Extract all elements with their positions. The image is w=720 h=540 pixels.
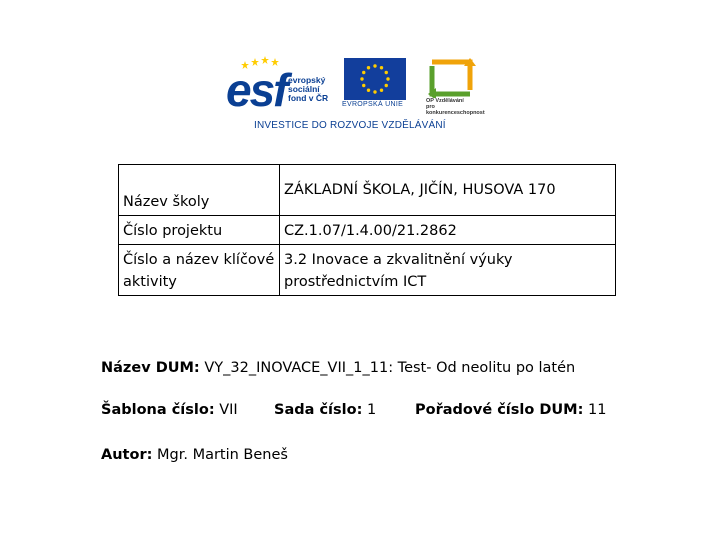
project-info-table bbox=[118, 164, 616, 296]
dum-label: Název DUM: bbox=[101, 360, 200, 376]
poradi-value: 11 bbox=[588, 402, 607, 418]
project-number-value: CZ.1.07/1.4.00/21.2862 bbox=[280, 216, 616, 245]
eu-star-icon bbox=[385, 84, 388, 87]
sablona-info bbox=[101, 402, 238, 418]
table-row bbox=[119, 165, 616, 216]
eu-star-icon bbox=[360, 77, 363, 80]
poradi-label: Pořadové číslo DUM: bbox=[415, 402, 584, 418]
banner-caption: INVESTICE DO ROZVOJE VZDĚLÁVÁNÍ bbox=[254, 120, 446, 131]
sada-info bbox=[274, 402, 376, 418]
op-logo bbox=[422, 56, 488, 116]
eu-star-icon bbox=[367, 66, 370, 69]
op-emblem-icon bbox=[422, 56, 488, 98]
eu-star-icon bbox=[380, 89, 383, 92]
esf-caption: evropský sociální fond v ČR bbox=[288, 75, 329, 103]
eu-star-icon bbox=[373, 64, 376, 67]
eu-star-icon bbox=[362, 71, 365, 74]
table-row bbox=[119, 245, 616, 296]
dum-value: VY_32_INOVACE_VII_1_11: Test- Od neolitu po latén bbox=[204, 360, 576, 376]
sablona-value: VII bbox=[219, 402, 238, 418]
eu-label: EVROPSKÁ UNIE bbox=[342, 101, 404, 108]
eu-flag-icon bbox=[344, 58, 406, 100]
eu-star-icon bbox=[385, 71, 388, 74]
school-name-label: Název školy bbox=[119, 165, 280, 216]
project-number-label: Číslo projektu bbox=[119, 216, 280, 245]
poradi-info bbox=[415, 402, 606, 418]
eu-star-icon bbox=[367, 89, 370, 92]
esf-wordmark: esf bbox=[226, 64, 287, 116]
esf-logo bbox=[226, 58, 336, 116]
sada-value: 1 bbox=[366, 402, 377, 418]
author-label: Autor: bbox=[101, 447, 153, 463]
eu-logo bbox=[342, 58, 408, 110]
author-value: Mgr. Martin Beneš bbox=[157, 447, 288, 463]
eu-star-icon bbox=[362, 84, 365, 87]
op-caption: OP Vzdělávání pro konkurenceschopnost bbox=[426, 98, 485, 116]
sablona-label: Šablona číslo: bbox=[101, 402, 215, 418]
school-name-value: ZÁKLADNÍ ŠKOLA, JIČÍN, HUSOVA 170 bbox=[280, 165, 616, 216]
activity-value: 3.2 Inovace a zkvalitnění výuky prostřednictvím ICT bbox=[280, 245, 616, 296]
table-row bbox=[119, 216, 616, 245]
activity-label: Číslo a název klíčové aktivity bbox=[119, 245, 280, 296]
sada-label: Sada číslo: bbox=[274, 402, 363, 418]
dum-title bbox=[101, 360, 575, 376]
author-line bbox=[101, 447, 288, 463]
eu-star-icon bbox=[373, 90, 376, 93]
logo-banner bbox=[226, 56, 488, 134]
eu-star-icon bbox=[380, 66, 383, 69]
eu-star-icon bbox=[386, 77, 389, 80]
